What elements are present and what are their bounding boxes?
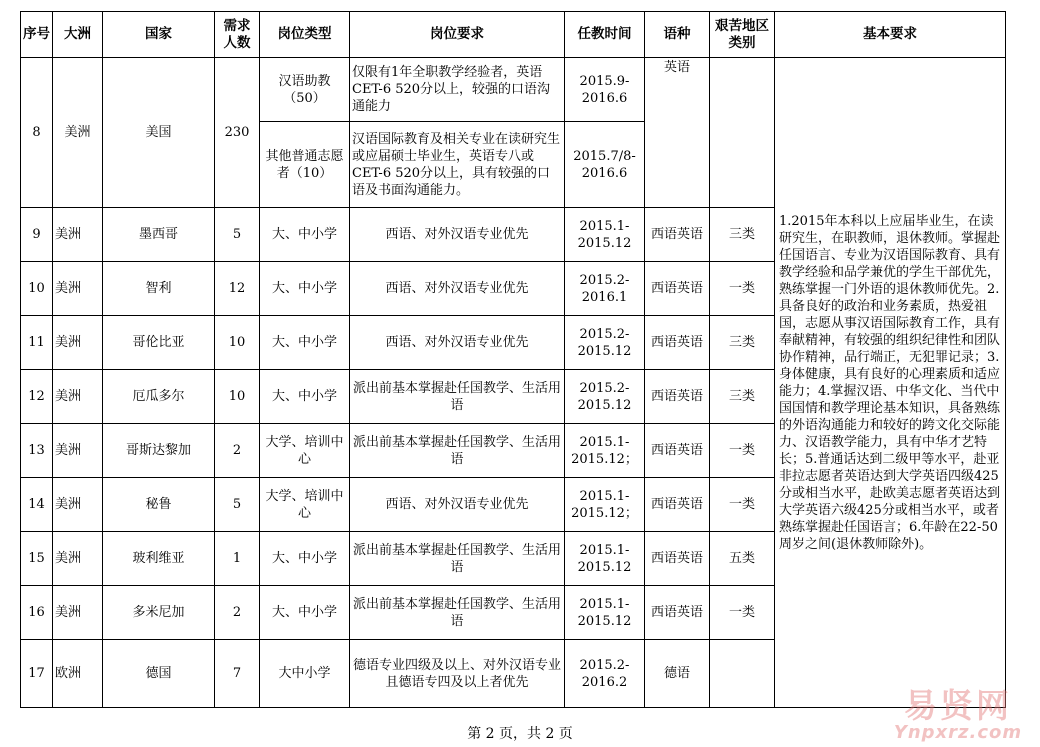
term-cell: 2015.1-2015.12 xyxy=(565,208,645,262)
post-requirement-cell: 派出前基本掌握赴任国教学、生活用语 xyxy=(350,586,565,640)
hardship-cell: 一类 xyxy=(710,478,775,532)
country-cell: 墨西哥 xyxy=(103,208,215,262)
language-cell: 西语英语 xyxy=(645,370,710,424)
post-requirement-cell: 仅限有1年全职教学经验者，英语CET-6 520分以上，较强的口语沟通能力 xyxy=(350,58,565,122)
count-cell: 2 xyxy=(215,586,260,640)
header-cell: 任教时间 xyxy=(565,12,645,58)
continent-cell: 美洲 xyxy=(53,478,103,532)
term-cell: 2015.7/8-2016.6 xyxy=(565,122,645,208)
post-type-cell: 大、中小学 xyxy=(260,316,350,370)
term-cell: 2015.9-2016.6 xyxy=(565,58,645,122)
count-cell: 12 xyxy=(215,262,260,316)
count-cell: 2 xyxy=(215,424,260,478)
language-cell: 西语英语 xyxy=(645,424,710,478)
hardship-cell: 一类 xyxy=(710,262,775,316)
continent-cell: 美洲 xyxy=(53,532,103,586)
table-row xyxy=(21,58,1006,122)
count-cell: 5 xyxy=(215,478,260,532)
continent-cell: 美洲 xyxy=(53,370,103,424)
count-cell: 230 xyxy=(215,58,260,208)
country-cell: 德国 xyxy=(103,640,215,708)
header-cell: 国家 xyxy=(103,12,215,58)
post-requirement-cell: 德语专业四级及以上、对外汉语专业且德语专四及以上者优先 xyxy=(350,640,565,708)
count-cell: 5 xyxy=(215,208,260,262)
header-cell: 基本要求 xyxy=(775,12,1006,58)
row-number: 9 xyxy=(21,208,53,262)
post-requirement-cell: 派出前基本掌握赴任国教学、生活用语 xyxy=(350,532,565,586)
country-cell: 秘鲁 xyxy=(103,478,215,532)
count-cell: 1 xyxy=(215,532,260,586)
row-number: 8 xyxy=(21,58,53,208)
row-number: 16 xyxy=(21,586,53,640)
term-cell: 2015.2-2015.12 xyxy=(565,370,645,424)
watermark-sub: Ynpxrz.com xyxy=(893,722,1023,743)
hardship-cell: 三类 xyxy=(710,316,775,370)
language-cell: 西语英语 xyxy=(645,262,710,316)
language-cell: 德语 xyxy=(645,640,710,708)
post-requirement-cell: 西语、对外汉语专业优先 xyxy=(350,208,565,262)
term-cell: 2015.1-2015.12； xyxy=(565,478,645,532)
term-cell: 2015.1-2015.12； xyxy=(565,424,645,478)
post-requirement-cell: 西语、对外汉语专业优先 xyxy=(350,478,565,532)
country-cell: 厄瓜多尔 xyxy=(103,370,215,424)
row-number: 11 xyxy=(21,316,53,370)
continent-cell: 美洲 xyxy=(53,58,103,208)
language-cell: 西语英语 xyxy=(645,532,710,586)
hardship-cell: 五类 xyxy=(710,532,775,586)
post-type-cell: 大、中小学 xyxy=(260,370,350,424)
country-cell: 多米尼加 xyxy=(103,586,215,640)
country-cell: 美国 xyxy=(103,58,215,208)
page-footer: 第 2 页，共 2 页 xyxy=(467,726,573,742)
count-cell: 10 xyxy=(215,316,260,370)
post-requirement-cell: 西语、对外汉语专业优先 xyxy=(350,316,565,370)
continent-cell: 欧洲 xyxy=(53,640,103,708)
term-cell: 2015.1-2015.12 xyxy=(565,586,645,640)
row-number: 14 xyxy=(21,478,53,532)
post-type-cell: 大学、培训中心 xyxy=(260,424,350,478)
header-row xyxy=(21,12,1006,58)
hardship-cell: 三类 xyxy=(710,370,775,424)
hardship-cell: 一类 xyxy=(710,586,775,640)
row-number: 13 xyxy=(21,424,53,478)
basic-requirements-cell: 1.2015年本科以上应届毕业生，在读研究生，在职教师，退休教师。掌握赴任国语言、专业为汉语国际教育、具有教学经验和品学兼优的学生干部优先，熟练掌握一门外语的退休教师优先。2.具备良好的政治和业务素质，热爱祖国，志愿从事汉语国际教育工作，具有奉献精神，有较强的组织纪律性和团队协作精神，品行端正，无犯罪记录；3.身体健康，具有良好的心理素质和适应能力；4.掌握汉语、中华文化、当代中国国情和教学理论基本知识，具备熟练的外语沟通能力和较好的跨文化交际能力、汉语教学能力，具有中华才艺特长；5.普通话达到二级甲等水平，赴亚非拉志愿者英语达到大学英语四级425分或相当水平，赴欧美志愿者英语达到大学英语六级425分或相当水平，或者熟练掌握赴任国语言；6.年龄在22-50周岁之间(退休教师除外)。 xyxy=(775,58,1006,708)
country-cell: 哥斯达黎加 xyxy=(103,424,215,478)
post-requirement-cell: 派出前基本掌握赴任国教学、生活用语 xyxy=(350,370,565,424)
continent-cell: 美洲 xyxy=(53,586,103,640)
count-cell: 10 xyxy=(215,370,260,424)
post-requirement-cell: 西语、对外汉语专业优先 xyxy=(350,262,565,316)
post-type-cell: 大、中小学 xyxy=(260,208,350,262)
row-number: 12 xyxy=(21,370,53,424)
post-requirement-cell: 派出前基本掌握赴任国教学、生活用语 xyxy=(350,424,565,478)
post-type-cell: 汉语助教（50） xyxy=(260,58,350,122)
language-cell: 英语 xyxy=(645,58,710,208)
watermark-main: 易贤网 xyxy=(904,686,1012,725)
continent-cell: 美洲 xyxy=(53,208,103,262)
header-cell: 需求人数 xyxy=(215,12,260,58)
language-cell: 西语英语 xyxy=(645,208,710,262)
header-cell: 岗位要求 xyxy=(350,12,565,58)
post-type-cell: 其他普通志愿者（10） xyxy=(260,122,350,208)
hardship-cell xyxy=(710,58,775,208)
country-cell: 玻利维亚 xyxy=(103,532,215,586)
recruitment-table xyxy=(20,11,1006,708)
hardship-cell xyxy=(710,640,775,708)
header-cell: 语种 xyxy=(645,12,710,58)
post-type-cell: 大学、培训中心 xyxy=(260,478,350,532)
header-cell: 序号 xyxy=(21,12,53,58)
header-cell: 岗位类型 xyxy=(260,12,350,58)
watermark-logo xyxy=(888,688,1028,744)
post-type-cell: 大、中小学 xyxy=(260,532,350,586)
header-cell: 艰苦地区类别 xyxy=(710,12,775,58)
hardship-cell: 一类 xyxy=(710,424,775,478)
row-number: 17 xyxy=(21,640,53,708)
header-cell: 大洲 xyxy=(53,12,103,58)
post-type-cell: 大、中小学 xyxy=(260,262,350,316)
language-cell: 西语英语 xyxy=(645,478,710,532)
hardship-cell: 三类 xyxy=(710,208,775,262)
language-cell: 西语英语 xyxy=(645,586,710,640)
post-type-cell: 大、中小学 xyxy=(260,586,350,640)
count-cell: 7 xyxy=(215,640,260,708)
row-number: 15 xyxy=(21,532,53,586)
continent-cell: 美洲 xyxy=(53,424,103,478)
continent-cell: 美洲 xyxy=(53,316,103,370)
country-cell: 哥伦比亚 xyxy=(103,316,215,370)
post-type-cell: 大中小学 xyxy=(260,640,350,708)
language-cell: 西语英语 xyxy=(645,316,710,370)
continent-cell: 美洲 xyxy=(53,262,103,316)
term-cell: 2015.2-2016.2 xyxy=(565,640,645,708)
post-requirement-cell: 汉语国际教育及相关专业在读研究生或应届硕士毕业生，英语专八或CET-6 520分以上，具有较强的口语及书面沟通能力。 xyxy=(350,122,565,208)
term-cell: 2015.1-2015.12 xyxy=(565,532,645,586)
country-cell: 智利 xyxy=(103,262,215,316)
row-number: 10 xyxy=(21,262,53,316)
term-cell: 2015.2-2015.12 xyxy=(565,316,645,370)
term-cell: 2015.2-2016.1 xyxy=(565,262,645,316)
